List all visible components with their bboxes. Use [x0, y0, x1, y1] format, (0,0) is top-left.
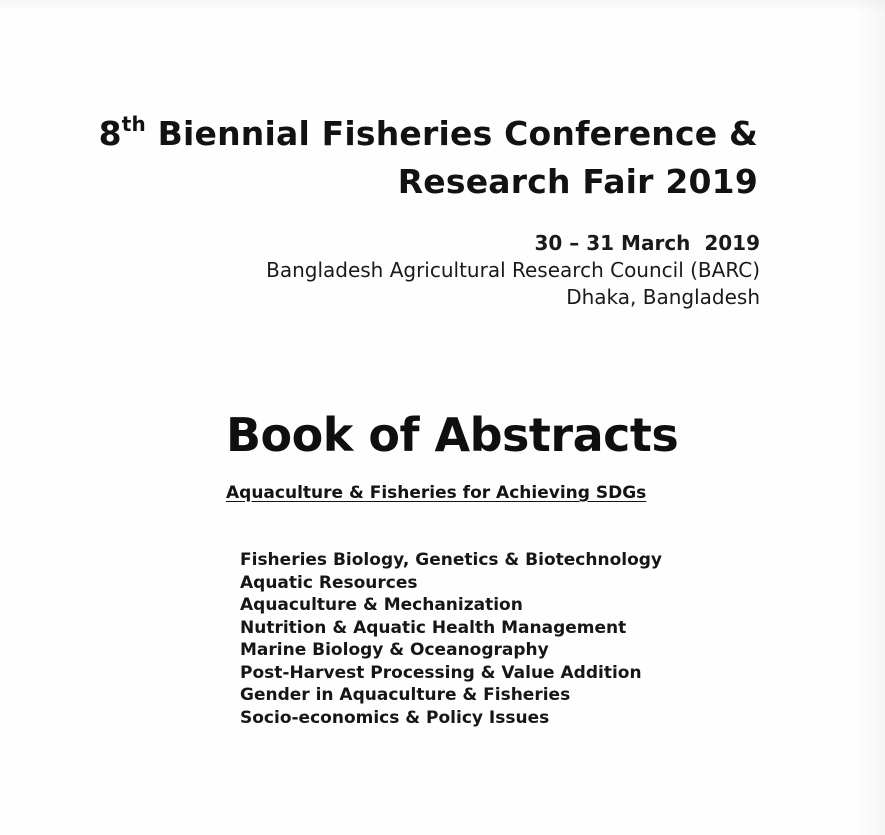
conference-title	[99, 110, 758, 206]
topic-item: Post-Harvest Processing & Value Addition	[240, 662, 642, 683]
topic-item: Aquaculture & Mechanization	[240, 595, 523, 615]
topic-item: Fisheries Biology, Genetics & Biotechnology	[240, 550, 663, 570]
topic-item: Gender in Aquaculture & Fisheries	[240, 685, 571, 705]
conference-details	[266, 230, 760, 311]
conference-title-line-2: Research Fair 2019	[397, 162, 758, 201]
topic-item: Nutrition & Aquatic Health Management	[240, 617, 627, 638]
top-edge-shadow	[0, 0, 885, 12]
book-title: Book of Abstracts	[226, 408, 679, 462]
conference-venue: Bangladesh Agricultural Research Council (BARC)	[266, 258, 760, 282]
conference-ordinal-suffix: th	[121, 112, 146, 136]
right-edge-shadow	[855, 0, 885, 835]
conference-ordinal-number: 8	[98, 114, 122, 153]
topic-item: Aquatic Resources	[240, 572, 418, 593]
topic-list	[240, 549, 662, 729]
conference-location: Dhaka, Bangladesh	[566, 285, 760, 309]
conference-title-line-1	[99, 110, 758, 158]
conference-title-line-1-text: Biennial Fisheries Conference &	[145, 114, 758, 153]
book-theme: Aquaculture & Fisheries for Achieving SDGs	[226, 483, 647, 503]
conference-date: 30 – 31 March 2019	[534, 231, 760, 255]
topic-item: Socio-economics & Policy Issues	[240, 707, 550, 728]
topic-item: Marine Biology & Oceanography	[240, 640, 549, 660]
